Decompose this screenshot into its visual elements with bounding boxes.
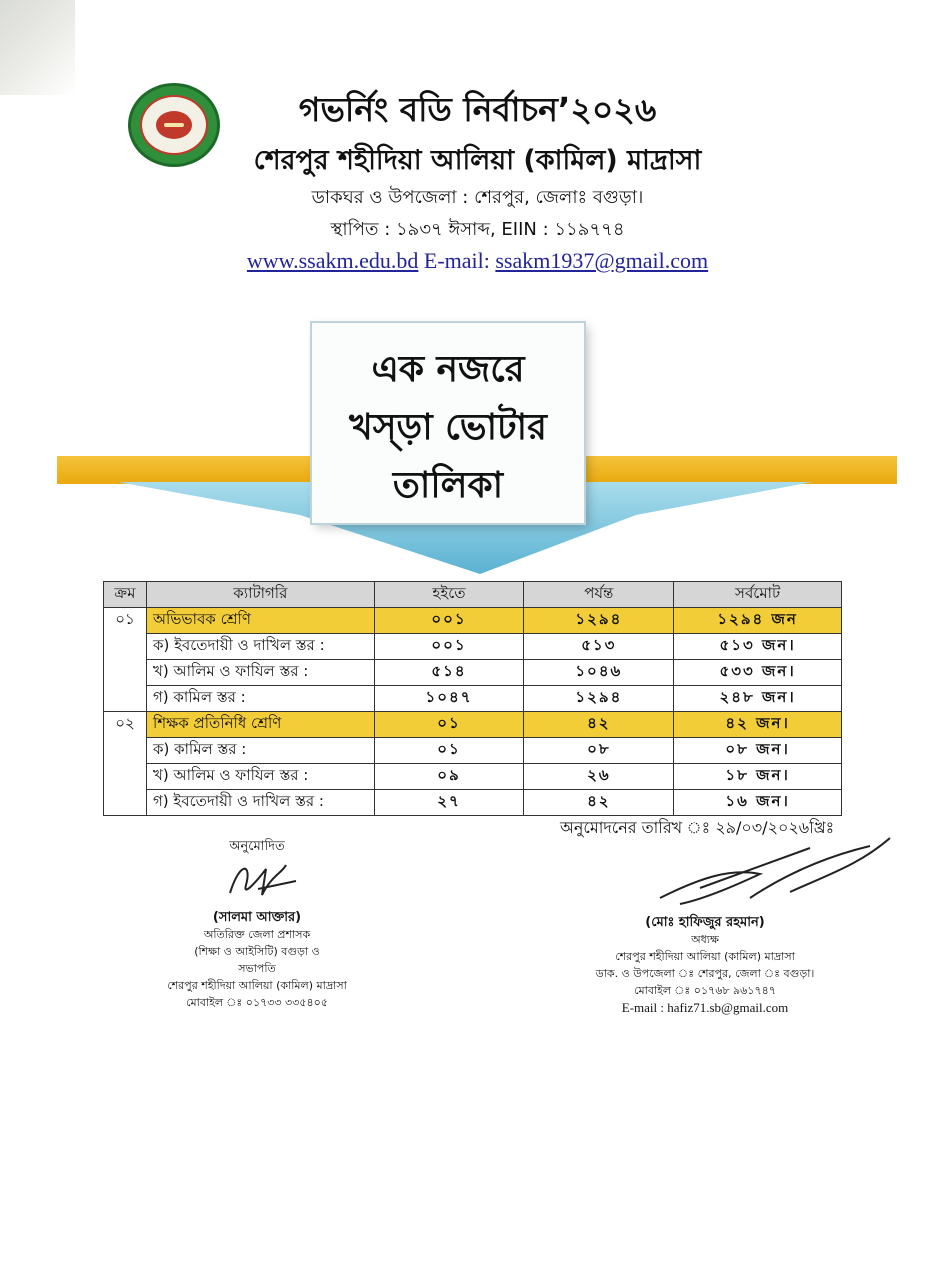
signatory-right-mobile: মোবাইল ঃ ০১৭৬৮ ৯৬১৭৪৭ xyxy=(634,984,776,997)
row-from: ০০১ xyxy=(374,608,524,634)
row-category: গ) ইবতেদায়ী ও দাখিল স্তর : xyxy=(146,790,374,816)
row-to: ৫১৩ xyxy=(524,634,674,660)
signatory-left xyxy=(137,838,377,1011)
website-link[interactable]: www.ssakm.edu.bd xyxy=(246,248,419,273)
signatory-left-title2: (শিক্ষা ও আইসিটি) বগুড়া ও xyxy=(194,945,320,958)
signature-left xyxy=(212,855,302,905)
banner-line-3: তালিকা xyxy=(392,465,504,506)
address-line: ডাকঘর ও উপজেলা : শেরপুর, জেলাঃ বগুড়া। xyxy=(311,187,644,208)
signatory-left-mobile: মোবাইল ঃ ০১৭৩৩ ৩৩৫৪০৫ xyxy=(186,996,328,1009)
establishment-line: স্থাপিত : ১৯৩৭ ঈসাব্দ, EIIN : ১১৯৭৭৪ xyxy=(330,219,625,240)
row-serial: ০১ xyxy=(104,608,147,712)
row-total: ৫৩৩ জন। xyxy=(674,660,842,686)
table-row xyxy=(104,712,842,738)
table-row xyxy=(104,790,842,816)
table-row xyxy=(104,634,842,660)
signatory-right xyxy=(590,914,820,1016)
banner-line-2: খস্‌ড়া ভোটার xyxy=(349,407,547,448)
signatory-right-name: (মোঃ হাফিজুর রহমান) xyxy=(645,915,765,930)
banner-box xyxy=(312,323,584,523)
row-to: ১০৪৬ xyxy=(524,660,674,686)
row-category: শিক্ষক প্রতিনিধি শ্রেণি xyxy=(146,712,374,738)
email-link[interactable]: ssakm1937@gmail.com xyxy=(495,248,709,273)
row-total: ১২৯৪ জন xyxy=(674,608,842,634)
signatory-left-title1: অতিরিক্ত জেলা প্রশাসক xyxy=(203,928,311,941)
row-category: খ) আলিম ও ফাযিল স্তর : xyxy=(146,764,374,790)
row-from: ০৯ xyxy=(374,764,524,790)
approval-date: অনুমোদনের তারিখ ঃ ২৯/০৩/২০২৬খ্রিঃ xyxy=(560,818,835,837)
signatory-left-name: (সালমা আক্তার) xyxy=(212,910,302,925)
table-header-row xyxy=(104,582,842,608)
signatory-right-title3: ডাক. ও উপজেলা ঃ শেরপুর, জেলা ঃ বগুড়া। xyxy=(595,967,815,980)
row-to: ৪২ xyxy=(524,790,674,816)
row-from: ০০১ xyxy=(374,634,524,660)
row-from: ০১ xyxy=(374,712,524,738)
row-to: ০৮ xyxy=(524,738,674,764)
row-total: ০৮ জন। xyxy=(674,738,842,764)
row-total: ২৪৮ জন। xyxy=(674,686,842,712)
header-total: সর্বমোট xyxy=(674,582,842,608)
signatory-right-title2: শেরপুর শহীদিয়া আলিয়া (কামিল) মাদ্রাসা xyxy=(615,950,795,963)
signatory-left-title3: সভাপতি xyxy=(238,962,276,975)
banner-line-1: এক নজরে xyxy=(371,349,525,390)
table-row xyxy=(104,764,842,790)
header-to: পর্যন্ত xyxy=(524,582,674,608)
row-to: ৪২ xyxy=(524,712,674,738)
row-serial: ০২ xyxy=(104,712,147,816)
table-row xyxy=(104,686,842,712)
row-category: ক) ইবতেদায়ী ও দাখিল স্তর : xyxy=(146,634,374,660)
institution-name: শেরপুর শহীদিয়া আলিয়া (কামিল) মাদ্রাসা xyxy=(253,145,702,176)
table-row xyxy=(104,608,842,634)
signatory-right-title1: অধ্যক্ষ xyxy=(691,933,719,946)
header-from: হইতে xyxy=(374,582,524,608)
row-to: ২৬ xyxy=(524,764,674,790)
row-total: ৪২ জন। xyxy=(674,712,842,738)
row-to: ১২৯৪ xyxy=(524,608,674,634)
signatory-right-email: E-mail : hafiz71.sb@gmail.com xyxy=(621,1000,789,1015)
header-serial: ক্রম xyxy=(104,582,147,608)
row-total: ৫১৩ জন। xyxy=(674,634,842,660)
row-from: ০১ xyxy=(374,738,524,764)
row-category: অভিভাবক শ্রেণি xyxy=(146,608,374,634)
row-category: গ) কামিল স্তর : xyxy=(146,686,374,712)
row-from: ১০৪৭ xyxy=(374,686,524,712)
voter-summary-table xyxy=(103,581,842,816)
table-row xyxy=(104,738,842,764)
page-title: গভর্নিং বডি নির্বাচন’২০২৬ xyxy=(298,90,657,129)
approved-label: অনুমোদিত xyxy=(229,839,285,854)
table-row xyxy=(104,660,842,686)
signature-right xyxy=(640,828,900,918)
row-from: ২৭ xyxy=(374,790,524,816)
row-total: ১৮ জন। xyxy=(674,764,842,790)
email-label: E-mail: xyxy=(423,248,490,273)
row-to: ১২৯৪ xyxy=(524,686,674,712)
row-category: ক) কামিল স্তর : xyxy=(146,738,374,764)
row-total: ১৬ জন। xyxy=(674,790,842,816)
header-category: ক্যাটাগরি xyxy=(146,582,374,608)
row-category: খ) আলিম ও ফাযিল স্তর : xyxy=(146,660,374,686)
row-from: ৫১৪ xyxy=(374,660,524,686)
signatory-left-title4: শেরপুর শহীদিয়া আলিয়া (কামিল) মাদ্রাসা xyxy=(167,979,347,992)
